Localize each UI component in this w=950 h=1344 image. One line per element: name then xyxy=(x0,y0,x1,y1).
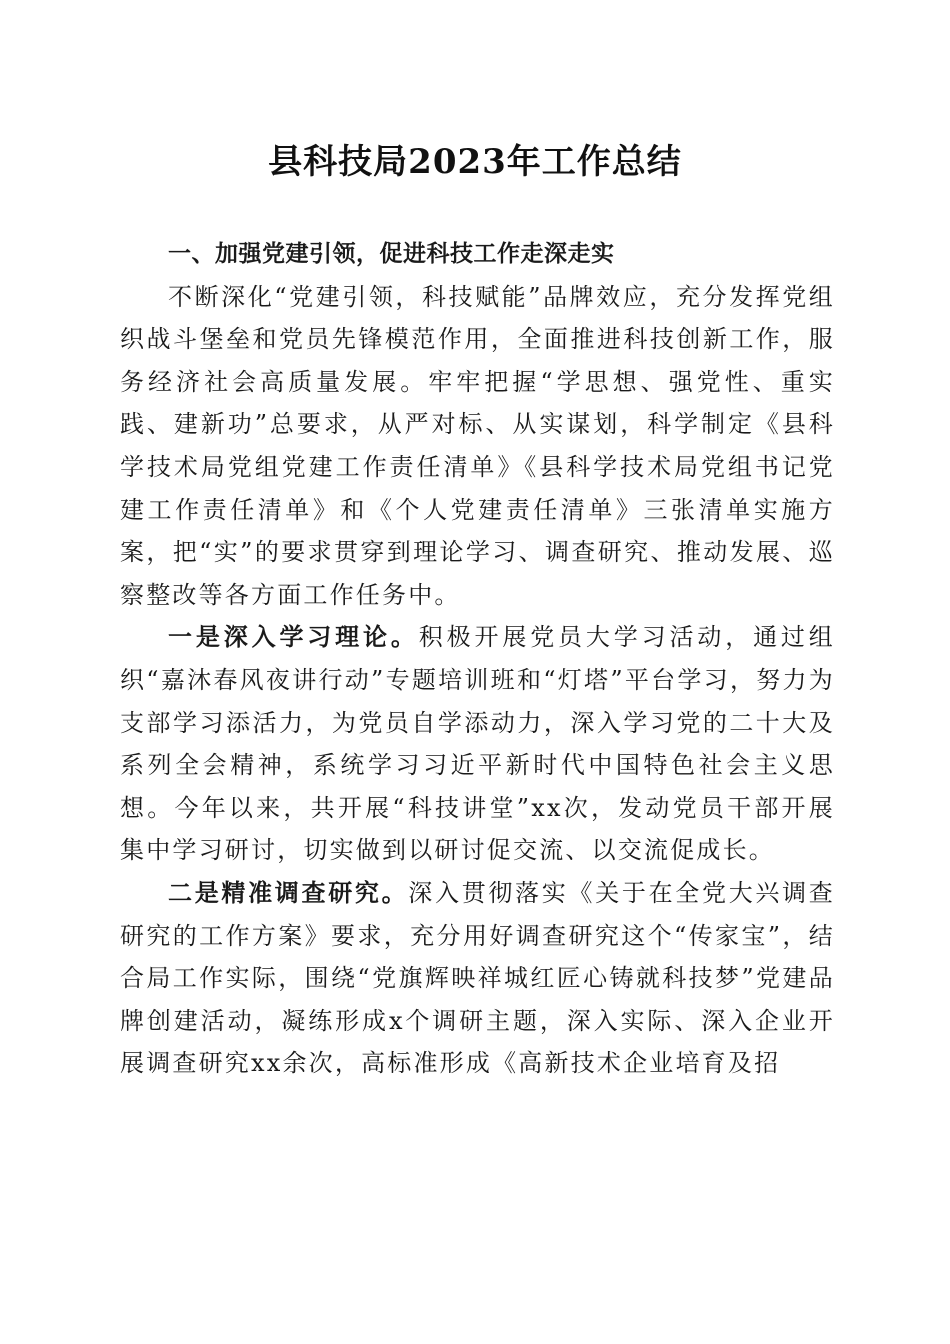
paragraph-2-body: 积极开展党员大学习活动，通过组织“嘉沐春风夜讲行动”专题培训班和“灯塔”平台学习，努力为支部学习添活力，为党员自学添动力，深入学习党的二十大及系列全会精神，系统学习习近平新时代中国特色社会主义思想。今年以来，共开展“科技讲堂”xx次，发动党员干部开展集中学习研讨，切实做到以研讨促交流、以交流促成长。 xyxy=(120,623,835,865)
paragraph-3-body: 深入贯彻落实《关于在全党大兴调查研究的工作方案》要求，充分用好调查研究这个“传家宝”，结合局工作实际，围绕“党旗辉映祥城红匠心铸就科技梦”党建品牌创建活动，凝练形成x个调研主题，深入实际、深入企业开展调查研究xx余次，高标准形成《高新技术企业培育及招 xyxy=(120,878,835,1078)
paragraph-2-lead: 一是深入学习理论。 xyxy=(168,622,419,652)
document-body xyxy=(120,233,835,1085)
paragraph-3-lead: 二是精准调查研究。 xyxy=(168,877,409,907)
paragraph-1: 不断深化“党建引领，科技赋能”品牌效应，充分发挥党组织战斗堡垒和党员先锋模范作用，全面推进科技创新工作，服务经济社会高质量发展。牢牢把握“学思想、强党性、重实践、建新功”总要求，从严对标、从实谋划，科学制定《县科学技术局党组党建工作责任清单》《县科学技术局党组书记党建工作责任清单》和《个人党建责任清单》三张清单实施方案，把“实”的要求贯穿到理论学习、调查研究、推动发展、巡察整改等各方面工作任务中。 xyxy=(120,282,835,609)
document-title: 县科技局2023年工作总结 xyxy=(268,142,682,182)
section-heading-1: 一、加强党建引领，促进科技工作走深走实 xyxy=(168,241,615,267)
paragraph-3 xyxy=(120,872,835,1085)
paragraph-2 xyxy=(120,616,835,872)
